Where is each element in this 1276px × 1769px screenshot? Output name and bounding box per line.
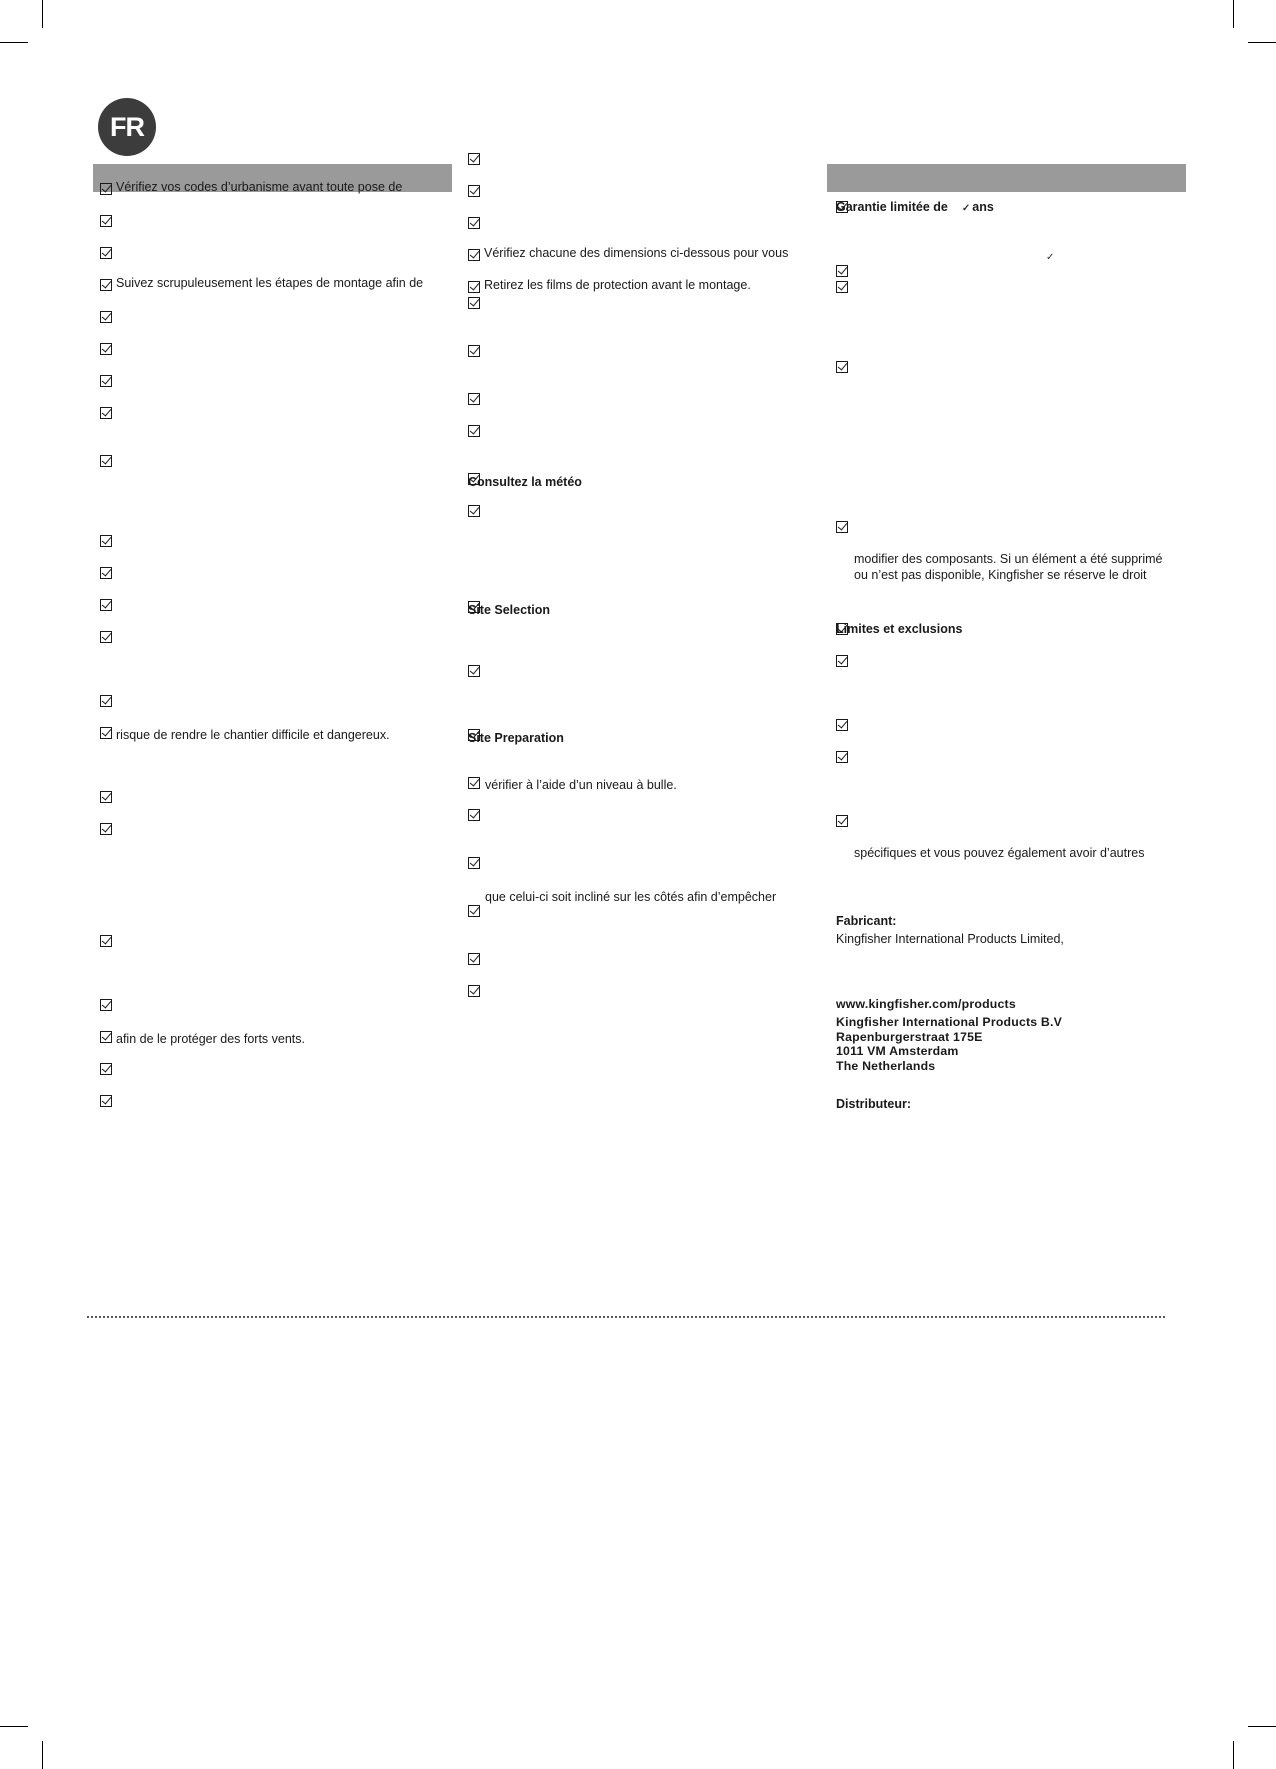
checkbox-icon bbox=[836, 815, 848, 827]
checkbox-icon bbox=[836, 655, 848, 667]
checkbox-icon bbox=[468, 185, 480, 197]
checkbox-icon bbox=[468, 297, 480, 309]
checklist-item-text: Vérifiez vos codes d’urbanisme avant toute pose de bbox=[116, 180, 403, 194]
checkbox-icon bbox=[836, 361, 848, 373]
crop-mark bbox=[1248, 1726, 1276, 1727]
limits-title: Limites et exclusions bbox=[836, 622, 963, 636]
crop-mark bbox=[42, 0, 43, 28]
manufacturer-name: Kingfisher International Products Limited, bbox=[836, 932, 1064, 946]
checkbox-icon bbox=[468, 953, 480, 965]
checkbox-icon bbox=[100, 279, 112, 291]
checkbox-icon bbox=[100, 247, 112, 259]
checkbox-icon bbox=[100, 1063, 112, 1075]
crop-mark bbox=[1248, 42, 1276, 43]
checkbox-icon bbox=[468, 249, 480, 261]
checkbox-icon bbox=[836, 751, 848, 763]
checkbox-icon bbox=[468, 857, 480, 869]
checkbox-icon bbox=[100, 343, 112, 355]
checkbox-icon bbox=[100, 1031, 112, 1043]
crop-mark bbox=[1233, 1741, 1234, 1769]
checkbox-icon bbox=[468, 345, 480, 357]
checkbox-icon bbox=[468, 985, 480, 997]
checkbox-icon bbox=[100, 631, 112, 643]
manufacturer-title: Fabricant: bbox=[836, 914, 897, 928]
checkbox-icon bbox=[836, 281, 848, 293]
crop-mark bbox=[1233, 0, 1234, 28]
checkbox-icon bbox=[100, 407, 112, 419]
checkmark-icon: ✓ bbox=[1046, 252, 1055, 263]
checkbox-icon bbox=[468, 217, 480, 229]
distributor-title: Distributeur: bbox=[836, 1097, 911, 1111]
checkbox-icon bbox=[100, 215, 112, 227]
section-header-band bbox=[827, 164, 1186, 192]
checklist-item-text: Vérifiez chacune des dimensions ci-dessous pour vous bbox=[484, 246, 789, 260]
checkbox-icon bbox=[100, 1095, 112, 1107]
crop-mark bbox=[42, 1741, 43, 1769]
checkbox-icon bbox=[100, 535, 112, 547]
checkbox-icon bbox=[836, 719, 848, 731]
crop-mark bbox=[0, 1726, 28, 1727]
continuation-line: risque de rendre le chantier difficile et dangereux. bbox=[116, 728, 390, 742]
company-name: Kingfisher International Products B.V bbox=[836, 1015, 1063, 1029]
continuation-line: spécifiques et vous pouvez également avoir d’autres bbox=[854, 846, 1145, 860]
checkbox-icon bbox=[100, 823, 112, 835]
checkbox-icon bbox=[100, 183, 112, 195]
checkbox-icon bbox=[100, 999, 112, 1011]
checkbox-icon bbox=[100, 695, 112, 707]
checkbox-icon bbox=[100, 375, 112, 387]
country: The Netherlands bbox=[836, 1059, 936, 1073]
continuation-line: vérifier à l’aide d’un niveau à bulle. bbox=[485, 778, 677, 792]
section-heading: Site Preparation bbox=[468, 731, 564, 745]
checkbox-icon bbox=[468, 153, 480, 165]
checkmark-icon: ✓ bbox=[961, 203, 971, 214]
checkbox-icon bbox=[836, 265, 848, 277]
checkbox-icon bbox=[100, 599, 112, 611]
checkbox-icon bbox=[100, 727, 112, 739]
section-heading: Consultez la météo bbox=[468, 475, 582, 489]
continuation-line: que celui-ci soit incliné sur les côtés afin d’empêcher bbox=[485, 890, 777, 904]
checkbox-icon bbox=[100, 791, 112, 803]
city: 1011 VM Amsterdam bbox=[836, 1044, 959, 1058]
warranty-title-text: Garantie limitée de bbox=[836, 200, 948, 214]
website: www.kingfisher.com/products bbox=[836, 997, 1016, 1011]
continuation-line: modifier des composants. Si un élément a été supprimé bbox=[854, 552, 1163, 566]
warranty-title bbox=[836, 199, 994, 217]
checkbox-icon bbox=[468, 281, 480, 293]
checkbox-icon bbox=[836, 521, 848, 533]
crop-mark bbox=[0, 42, 28, 43]
checkbox-icon bbox=[100, 935, 112, 947]
checkbox-icon bbox=[468, 505, 480, 517]
checkbox-icon bbox=[100, 455, 112, 467]
checkbox-icon bbox=[100, 567, 112, 579]
checkbox-icon bbox=[468, 665, 480, 677]
continuation-line: ou n’est pas disponible, Kingfisher se réserve le droit bbox=[854, 568, 1147, 582]
checkbox-icon bbox=[468, 809, 480, 821]
cut-line bbox=[87, 1316, 1165, 1318]
continuation-line: afin de le protéger des forts vents. bbox=[116, 1032, 305, 1046]
language-badge: FR bbox=[98, 98, 156, 156]
checkbox-icon bbox=[468, 425, 480, 437]
warranty-title-suffix: ans bbox=[972, 200, 994, 214]
checkbox-icon bbox=[468, 777, 480, 789]
checklist-item-text: Retirez les films de protection avant le montage. bbox=[484, 278, 751, 292]
section-heading: Site Selection bbox=[468, 603, 550, 617]
checkbox-icon bbox=[468, 905, 480, 917]
street: Rapenburgerstraat 175E bbox=[836, 1030, 983, 1044]
checkbox-icon bbox=[468, 393, 480, 405]
checkbox-icon bbox=[100, 311, 112, 323]
checklist-item-text: Suivez scrupuleusement les étapes de montage afin de bbox=[116, 276, 424, 290]
